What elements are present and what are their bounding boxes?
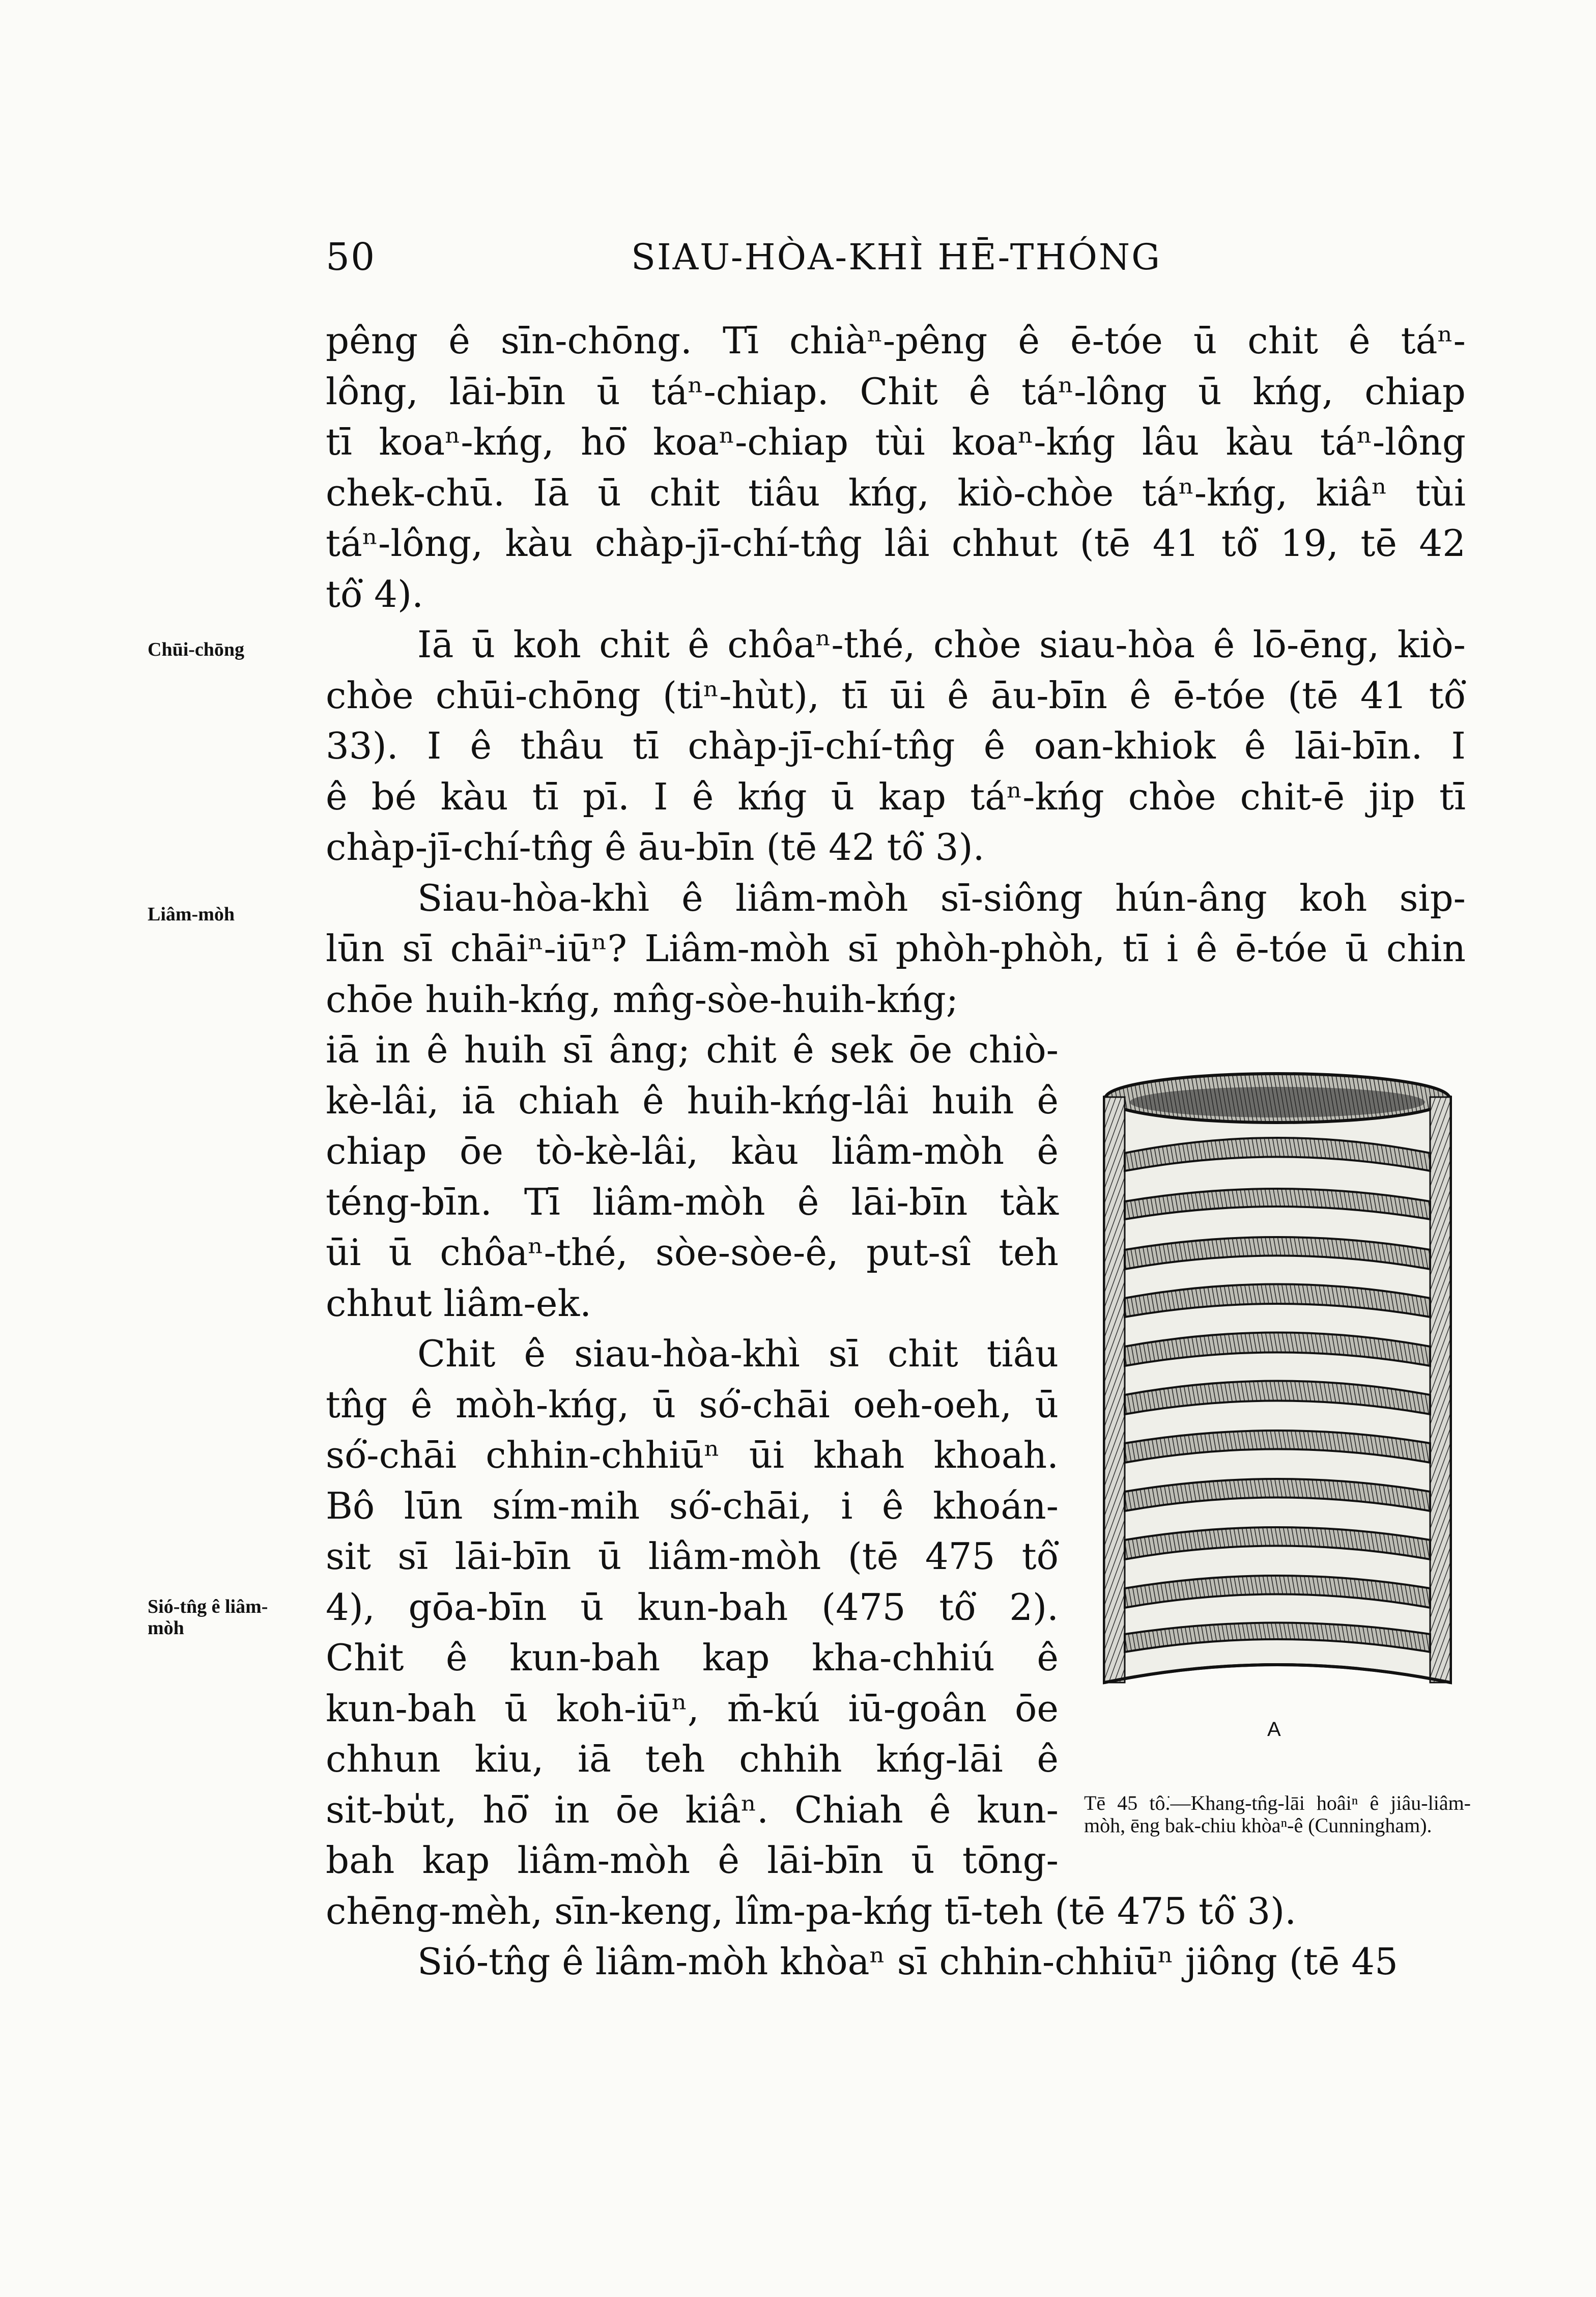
page-header [0, 234, 1596, 280]
figure-label: A [1267, 1718, 1281, 1741]
text-line: kun-bah ū koh-iūⁿ, m̄-kú iū-goân ōe [326, 1687, 1059, 1730]
text-line: tn̂g ê mòh-kńg, ū só͘-chāi oeh-oeh, ū [326, 1383, 1059, 1426]
margin-note-liam-moh: Liâm-mòh [148, 904, 235, 925]
text-line: Siau-hòa-khì ê liâm-mòh sī-siông hún-âng koh sip- [417, 876, 1466, 919]
running-title: SIAU-HÒA-KHÌ HĒ-THÓNG [631, 236, 1162, 278]
text-line: 33). I ê thâu tī chàp-jī-chí-tn̂g ê oan-khiok ê lāi-bīn. I [326, 724, 1466, 767]
text-line: lông, lāi-bīn ū táⁿ-chiap. Chit ê táⁿ-lông ū kńg, chiap [326, 370, 1466, 413]
text-line: Sió-tn̂g ê liâm-mòh khòaⁿ sī chhin-chhiūⁿ jiông (tē 45 [417, 1940, 1398, 1983]
text-line: pêng ê sīn-chōng. Tī chiàⁿ-pêng ê ē-tóe ū chit ê táⁿ- [326, 319, 1466, 362]
text-line: chek-chū. Iā ū chit tiâu kńg, kiò-chòe táⁿ-kńg, kiâⁿ tùi [326, 471, 1466, 514]
text-line: chiap ōe tò-kè-lâi, kàu liâm-mòh ê [326, 1130, 1059, 1172]
paragraph-2 [326, 620, 1466, 873]
text-line: tī koaⁿ-kńg, hō͘ koaⁿ-chiap tùi koaⁿ-kńg lâu kàu táⁿ-lông [326, 421, 1466, 463]
text-line: 4), gōa-bīn ū kun-bah (475 tô͘ 2). [326, 1585, 1059, 1629]
text-line: chòe chūi-chōng (tiⁿ-hùt), tī ūi ê āu-bīn ê ē-tóe (tē 41 tô͘ [326, 674, 1466, 717]
text-line: só͘-chāi chhin-chhiūⁿ ūi khah khoah. [326, 1434, 1059, 1476]
page-number: 50 [326, 235, 376, 279]
text-line: téng-bīn. Tī liâm-mòh ê lāi-bīn tàk [326, 1180, 1059, 1223]
paragraph-1 [326, 316, 1466, 620]
text-line: bah kap liâm-mòh ê lāi-bīn ū tōng- [326, 1839, 1059, 1882]
text-line: Bô lūn sím-mih só͘-chāi, i ê khoán- [326, 1484, 1059, 1527]
text-line: ê bé kàu tī pī. I ê kńg ū kap táⁿ-kńg chòe chit-ē jip tī [326, 775, 1466, 818]
text-line: Chit ê kun-bah kap kha-chhiú ê [326, 1636, 1059, 1679]
text-line: sit sī lāi-bīn ū liâm-mòh (tē 475 tô͘ [326, 1535, 1059, 1578]
text-line: lūn sī chāiⁿ-iūⁿ? Liâm-mòh sī phòh-phòh, tī i ê ē-tóe ū chin [326, 927, 1466, 970]
text-line: kè-lâi, iā chiah ê huih-kńg-lâi huih ê [326, 1079, 1059, 1122]
figure-caption: Tē 45 tô͘.—Khang-tn̂g-lāi hoâiⁿ ê jiâu-liâm-mòh, ēng bak-chiu khòaⁿ-ê (Cunningham). [1084, 1791, 1471, 1837]
text-line: chhut liâm-ek. [326, 1281, 591, 1325]
text-line: táⁿ-lông, kàu chàp-jī-chí-tn̂g lâi chhut (tē 41 tô͘ 19, tē 42 [326, 522, 1466, 565]
figure-intestine-illustration [1094, 1067, 1461, 1744]
text-line: chhun kiu, iā teh chhih kńg-lāi ê [326, 1738, 1059, 1780]
text-line: Chit ê siau-hòa-khì sī chit tiâu [417, 1332, 1059, 1375]
text-line: chōe huih-kńg, mn̂g-sòe-huih-kńg; [326, 977, 958, 1021]
text-line: tô͘ 4). [326, 572, 423, 615]
text-line: chēng-mèh, sīn-keng, lîm-pa-kńg tī-teh (tē 475 tô͘ 3). [326, 1889, 1297, 1932]
margin-note-chui-chong: Chūi-chōng [148, 639, 245, 660]
text-line: chàp-jī-chí-tn̂g ê āu-bīn (tē 42 tô͘ 3). [326, 826, 985, 869]
margin-note-sio-tng-liam-moh: Sió-tn̂g ê liâm-mòh [148, 1596, 268, 1639]
paragraph-5 [326, 1937, 1466, 1987]
text-line: iā in ê huih sī âng; chit ê sek ōe chiò- [326, 1028, 1059, 1071]
text-line: sit-bu̍t, hō͘ in ōe kiâⁿ. Chiah ê kun- [326, 1788, 1059, 1831]
text-line: Iā ū koh chit ê chôaⁿ-thé, chòe siau-hòa ê lō-ēng, kiò- [417, 623, 1466, 666]
intestine-drawing [1094, 1067, 1461, 1713]
text-line: ūi ū chôaⁿ-thé, sòe-sòe-ê, put-sî teh [326, 1231, 1059, 1274]
